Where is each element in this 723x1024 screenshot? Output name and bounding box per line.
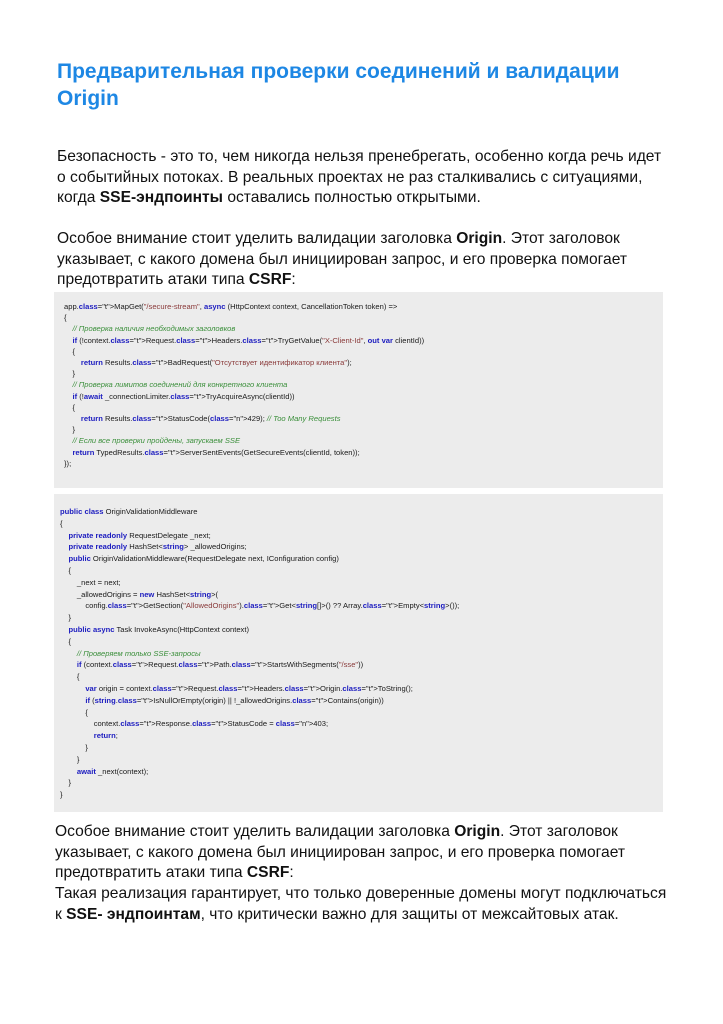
origin-text-1: Особое внимание стоит уделить валидации заголовка [57, 230, 457, 247]
intro-text-1: Безопасность - это то, чем никогда нельзя пренебрегать, особенно когда речь идет о событийных потоках. В реальных проектах не раз сталкивались с ситуациями, когда [57, 148, 662, 206]
conclusion-bold-sse: SSE- эндпоинтам [66, 905, 201, 923]
code-line: } [64, 425, 75, 435]
origin-note-repeat-paragraph [55, 822, 667, 884]
code-line: } [60, 790, 63, 800]
conclusion-text-2: , что критически важно для защиты от межсайтовых атак. [200, 905, 619, 923]
code-line: private readonly HashSet<string> _allowedOrigins; [68, 542, 247, 552]
origin-bold-origin: Origin [456, 230, 503, 247]
code-line: return; [93, 731, 118, 741]
origin-repeat-text-2: . Этот заголовок указывает, с какого домена был инициирован запрос, и его проверка помогает предотвратить атаки типа [55, 823, 626, 881]
intro-text-2: оставались полностью открытыми. [223, 189, 481, 206]
code-line: config.class="t">GetSection("AllowedOrigins").class="t">Get<string[]>() ?? Array.class="t">Empty<string>()); [60, 601, 460, 611]
code-line: { [60, 707, 88, 717]
code-line: if (context.class="t">Request.class="t">Path.class="t">StartsWithSegments("/sse")) [76, 660, 364, 670]
origin-note-paragraph [57, 229, 669, 291]
origin-text-2: . Этот заголовок указывает, с какого домена был инициирован запрос, и его проверка помогает предотвратить атаки типа [57, 230, 628, 288]
code-line: } [60, 778, 71, 788]
code-line: { [60, 565, 71, 575]
code-line: } [60, 754, 80, 764]
code-line: { [60, 672, 80, 682]
code-line: public async Task InvokeAsync(HttpContext context) [68, 624, 249, 634]
origin-bold-csrf: CSRF [248, 271, 292, 288]
code-line: app.class="t">MapGet("/secure-stream", async (HttpContext context, CancellationToken token) => [64, 302, 398, 311]
origin-repeat-bold-origin: Origin [454, 823, 501, 840]
code-line: { [64, 346, 75, 356]
code-line: } [64, 369, 75, 379]
code-line: { [64, 313, 67, 323]
code-line: // Проверяем только SSE-запросы [76, 648, 201, 658]
code-line: { [64, 402, 75, 412]
code-line: private readonly RequestDelegate _next; [68, 530, 211, 540]
code-line: // Проверка лимитов соединений для конкретного клиента [72, 380, 288, 390]
code-line: if (!await _connectionLimiter.class="t">TryAcquireAsync(clientId)) [72, 391, 295, 401]
code-line: }); [64, 458, 72, 468]
intro-bold-sse: SSE-эндпоинты [99, 189, 223, 206]
code-line: public OriginValidationMiddleware(RequestDelegate next, IConfiguration config) [68, 554, 339, 564]
intro-paragraph [57, 147, 669, 209]
code-line: // Если все проверки пройдены, запускаем SSE [72, 436, 241, 446]
code-line: { [60, 636, 71, 646]
code-line: await _next(context); [76, 766, 149, 776]
code-line: return Results.class="t">BadRequest("Отсутствует идентификатор клиента"); [80, 358, 352, 368]
page-title: Предварительная проверки соединений и валидации Origin [57, 60, 620, 110]
conclusion-text-1: Такая реализация гарантирует, что только доверенные домены могут подключаться к [55, 885, 667, 923]
code-line: var origin = context.class="t">Request.class="t">Headers.class="t">Origin.class="t">ToString(); [85, 683, 413, 693]
code-line: // Проверка наличия необходимых заголовков [72, 324, 236, 334]
origin-repeat-text-1: Особое внимание стоит уделить валидации заголовка [55, 823, 455, 840]
code-block-map-get [54, 292, 663, 488]
conclusion-paragraph [55, 884, 667, 925]
code-line: context.class="t">Response.class="t">StatusCode = class="n">403; [60, 719, 329, 729]
code-block-middleware [54, 494, 663, 812]
code-line: _allowedOrigins = new HashSet<string>( [60, 589, 219, 599]
code-line: } [60, 742, 88, 752]
code-line: if (string.class="t">IsNullOrEmpty(origin) || !_allowedOrigins.class="t">Contains(origin)) [85, 695, 384, 705]
code-line: _next = next; [60, 577, 121, 587]
code-line: } [60, 613, 71, 623]
origin-repeat-text-3: : [289, 864, 294, 881]
code-line: if (!context.class="t">Request.class="t">Headers.class="t">TryGetValue("X-Client-Id", out var clientId)) [72, 335, 425, 345]
code-line: public class OriginValidationMiddleware [60, 507, 198, 516]
origin-repeat-bold-csrf: CSRF [246, 864, 290, 881]
origin-text-3: : [291, 271, 296, 288]
code-line: return Results.class="t">StatusCode(class="n">429); // Too Many Requests [80, 414, 341, 424]
code-line: return TypedResults.class="t">ServerSentEvents(GetSecureEvents(clientId, token)); [72, 447, 360, 457]
code-line: { [60, 518, 63, 528]
